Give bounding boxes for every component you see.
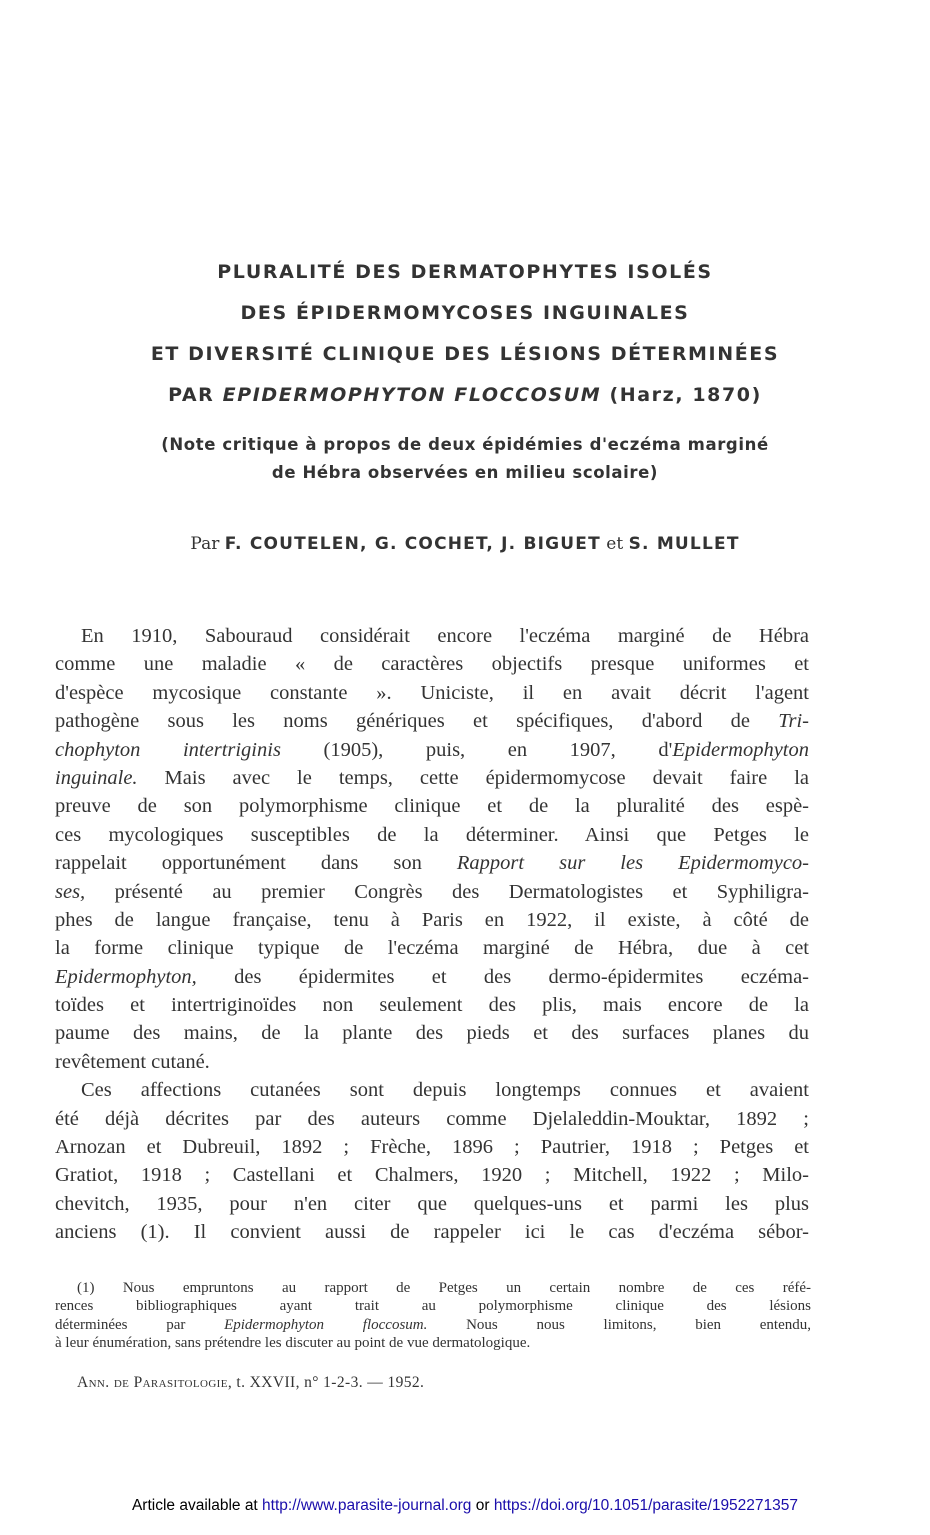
body-italic-run: inguinale. [55,766,138,789]
subtitle-line-2: de Hébra observées en milieu scolaire) [271,463,659,482]
doi-link[interactable]: https://doi.org/10.1051/parasite/1952271357 [493,1497,799,1514]
body-line [55,736,809,764]
availability-prefix: Article available at [131,1497,263,1514]
title-line-4-suffix: (Harz, 1870) [601,384,762,406]
footnote-text-run: déterminées par [55,1316,225,1333]
footnote-line: (1) Nous empruntons au rapport de Petges un certain nombre de ces réfé- [77,1280,811,1296]
body-line [55,878,809,906]
author-prefix: Par [190,534,225,554]
article-title [40,252,890,416]
body-line: anciens (1). Il convient aussi de rappeler ici le cas d'eczéma sébor- [55,1221,809,1244]
body-text-run: pathogène sous les noms génériques et spécifiques, d'abord de [55,710,779,733]
body-italic-run: Rapport sur les Epidermomyco- [456,852,809,875]
body-text-run: présenté au premier Congrès des Dermatologistes et Syphiligra- [85,880,809,903]
body-line: été déjà décrites par des auteurs comme Djelaleddin-Mouktar, 1892 ; [55,1107,809,1130]
body-line: revêtement cutané. [55,1050,210,1073]
footnote-line: à leur énumération, sans prétendre les discuter au point de vue dermatologique. [55,1334,531,1351]
author-last-name: S. MULLET [628,534,740,554]
body-italic-run: ses, [55,880,86,903]
body-line: En 1910, Sabouraud considérait encore l'eczéma marginé de Hébra [81,625,809,647]
body-line: la forme clinique typique de l'eczéma marginé de Hébra, due à cet [55,937,809,960]
body-italic-run: Epidermophyton [672,738,809,761]
body-line [55,849,809,877]
body-text-run: (1905), puis, en 1907, d' [280,738,673,761]
journal-name: Ann. de Parasitologie [77,1374,228,1391]
title-line-2: DES ÉPIDERMOMYCOSES INGUINALES [240,302,690,324]
body-line: Arnozan et Dubreuil, 1892 ; Frèche, 1896 ; Pautrier, 1918 ; Petges et [55,1136,809,1159]
body-text-run: des épidermites et des dermo-épidermites eczéma- [196,965,809,988]
body-text-run: Mais avec le temps, cette épidermomycose devait faire la [137,766,809,789]
body-line: Ces affections cutanées sont depuis longtemps connues et avaient [81,1079,809,1102]
body-italic-run: Epidermophyton, [55,965,197,988]
article-subtitle [40,431,890,487]
author-names: F. COUTELEN, G. COCHET, J. BIGUET [224,534,601,554]
body-line: d'espèce mycosique constante ». Uniciste, il en avait décrit l'agent [55,681,809,704]
body-line: toïdes et intertriginoïdes non seulement des plis, mais encore de la [55,994,809,1017]
title-line-4 [40,375,890,416]
author-conjunction: et [600,534,629,554]
footnote [55,1279,811,1352]
body-text [55,622,809,1247]
body-line: chevitch, 1935, pour n'en citer que quelques-uns et parmi les plus [55,1192,809,1215]
body-line: paume des mains, de la plante des pieds et des surfaces planes du [55,1022,809,1045]
body-line: Gratiot, 1918 ; Castellani et Chalmers, 1920 ; Mitchell, 1922 ; Milo- [55,1164,809,1187]
body-italic-run: Tri- [778,710,809,733]
journal-volume: , t. XXVII, n° 1-2-3. — 1952. [227,1374,425,1391]
footnote-text-run: Nous nous limitons, bien entendu, [427,1316,811,1333]
body-line [55,707,809,735]
footnote-line: rences bibliographiques ayant trait au polymorphisme clinique des lésions [55,1298,811,1315]
title-line-3: ET DIVERSITÉ CLINIQUE DES LÉSIONS DÉTERMINÉES [150,343,780,365]
title-species-name: EPIDERMOPHYTON FLOCCOSUM [222,384,602,406]
journal-website-link[interactable]: http://www.parasite-journal.org [262,1497,472,1514]
title-line-1: PLURALITÉ DES DERMATOPHYTES ISOLÉS [217,261,713,283]
availability-conjunction: or [471,1497,494,1514]
author-line [40,534,890,554]
body-italic-run: chophyton intertriginis [55,738,281,761]
footnote-italic-run: Epidermophyton floccosum. [224,1316,428,1333]
footnote-line [55,1316,811,1334]
body-line: ces mycologiques susceptibles de la déterminer. Ainsi que Petges le [55,823,809,846]
body-line [55,963,809,991]
subtitle-line-1: (Note critique à propos de deux épidémies d'eczéma marginé [161,435,769,454]
title-line-4-prefix: PAR [168,384,223,406]
body-text-run: rappelait opportunément dans son [55,852,457,875]
journal-reference [77,1374,424,1392]
availability-banner [0,1497,930,1515]
body-line: phes de langue française, tenu à Paris en 1922, il existe, à côté de [55,908,809,931]
body-line: preuve de son polymorphisme clinique et de la pluralité des espè- [55,795,809,818]
body-line: comme une maladie « de caractères objectifs presque uniformes et [55,653,809,676]
body-line [55,764,809,792]
